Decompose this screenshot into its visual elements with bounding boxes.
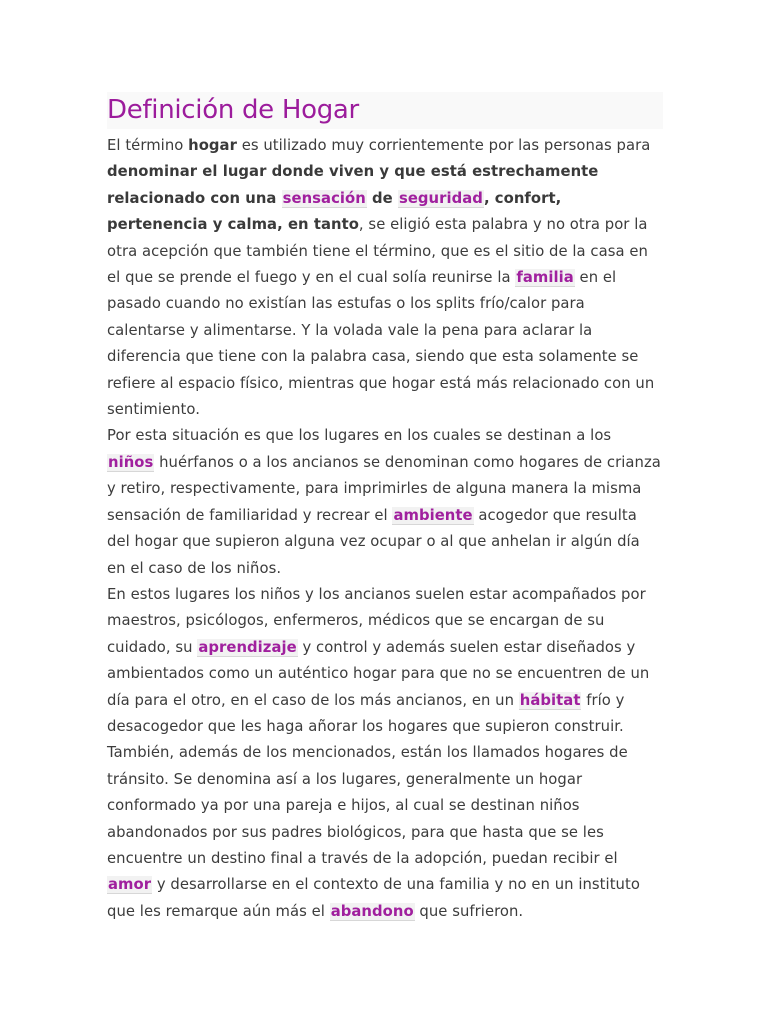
keyword-link[interactable]: seguridad	[398, 189, 483, 207]
body-text: El término	[107, 137, 189, 154]
article-body	[107, 133, 663, 925]
title-bar	[107, 92, 663, 129]
paragraph	[107, 133, 663, 423]
bold-text: hogar	[188, 137, 237, 154]
body-text: Por esta situación es que los lugares en los cuales se destinan a los	[107, 427, 612, 445]
body-text: y desarrollarse en el contexto de una familia y no en un instituto que les remarque aún más el	[107, 876, 640, 920]
keyword-link[interactable]: aprendizaje	[198, 638, 297, 656]
body-text: frío y desacogedor que les haga añorar los hogares que supieron construir.	[107, 691, 625, 735]
body-text: En estos lugares los niños y los ancianos suelen estar acompañados por maestros, psicólogos, enfermeros, médicos que se encargan de su cuidado, su	[107, 585, 646, 656]
body-text: También, además de los mencionados, están los llamados hogares de tránsito. Se denomina así a los lugares, generalmente un hogar conformado ya por una pareja e hijos, al cual se destinan niños abandonados por sus padres biológicos, para que hasta que se les encuentre un destino final a través de la adopción, puedan recibir el	[107, 744, 628, 867]
keyword-link[interactable]: hábitat	[519, 691, 581, 709]
body-text: huérfanos o a los ancianos se denominan como hogares de crianza y retiro, respectivamente, para imprimirles de alguna manera la misma sensación de familiaridad y recrear el	[107, 453, 661, 524]
body-text: en el pasado cuando no existían las estufas o los splits frío/calor para calentarse y alimentarse. Y la volada vale la pena para aclarar la diferencia que tiene con la palabra casa, siendo que esta solamente se refiere al espacio físico, mientras que hogar está más relacionado con un sentimiento.	[107, 269, 655, 419]
bold-text: , confort, pertenencia y calma, en tanto	[107, 189, 562, 234]
keyword-link[interactable]: abandono	[330, 902, 414, 920]
keyword-link[interactable]: familia	[516, 269, 574, 287]
body-text: , se eligió esta palabra y no otra por la otra acepción que también tiene el término, que es el sitio de la casa en el que se prende el fuego y en el cual solía reunirse la	[107, 216, 648, 287]
keyword-link[interactable]: niños	[108, 453, 154, 471]
paragraph	[107, 423, 663, 581]
body-text: y control y además suelen estar diseñados y ambientados como un auténtico hogar para que no se encuentren de un día para el otro, en el caso de los más ancianos, en un	[107, 638, 650, 709]
bold-text: de	[366, 189, 398, 207]
body-text: es utilizado muy corrientemente por las personas para	[236, 137, 651, 154]
bold-text: denominar el lugar donde viven y que está estrechamente relacionado con una	[107, 163, 599, 207]
keyword-link[interactable]: sensación	[282, 189, 366, 207]
paragraph	[107, 582, 663, 740]
page-title: Definición de Hogar	[107, 95, 359, 125]
keyword-link[interactable]: ambiente	[393, 506, 473, 524]
paragraph	[107, 740, 663, 925]
body-text: que sufrieron.	[414, 902, 524, 920]
article	[107, 92, 663, 925]
keyword-link[interactable]: amor	[108, 876, 152, 894]
body-text: acogedor que resulta del hogar que supieron alguna vez ocupar o al que anhelan ir algún día en el caso de los niños.	[107, 506, 640, 577]
